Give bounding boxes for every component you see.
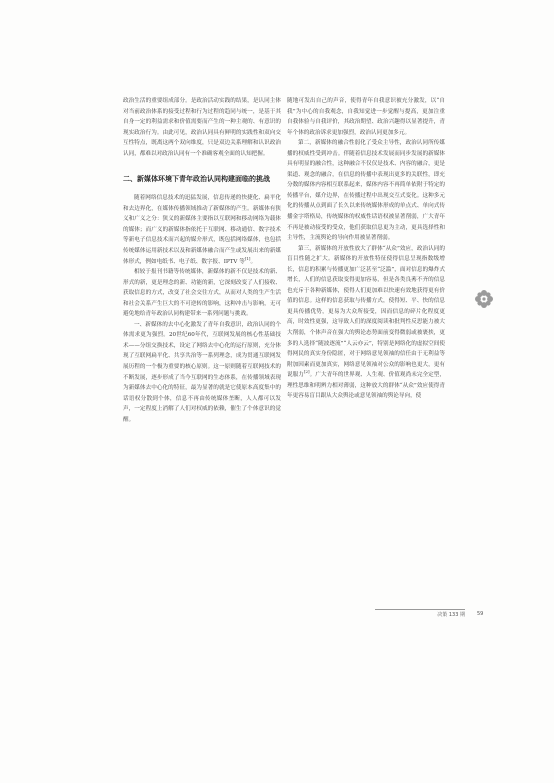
flower-ornament-icon <box>474 289 494 309</box>
paragraph-end: 。广大青年的世界观、人生观、价值观尚未完全定型，理性思维和明辨力相对薄弱，这种放大的群体“从众”效应使得青年更容易盲目跟从大众舆论或意见领袖的舆论导向，使 <box>287 372 445 400</box>
left-column <box>123 96 281 425</box>
right-column <box>287 96 445 402</box>
paragraph: 一、新媒体的去中心化激发了青年自我意识，政治认同的个体需求更为强烈。20世纪60年代，互联网发展的核心性基础技术——分组交换技术，设定了网络去中心化的运行原则，充分体现了互联网扁平化、共享共治等一系列理念，成为贯通互联网发展历程的一个极为重要的核心原则。这一原则随着互联网技术的不断发展，逐步形成了当今互联网的生态体系，在传播领域表现为新媒体去中心化的特征，最为显著的就是它使原本高度集中的话语权分散到个体，信息不再由传统媒体垄断，人人都可以发声，一定程度上消解了人们对权威的依赖，催生了个体意识的觉醒。 <box>123 321 281 423</box>
citation-marker: [2] <box>303 369 310 375</box>
paragraph: 第二，新媒体的融合性弱化了受众主导性，政治认同所传媒播的权威性受到冲击。伴随着信息技术发展而同步发展的新媒体具有明显的融合性，这种融合不仅仅是技术、内容的融合，更是渠道、观念的融合，在信息的传播中表现出更多的关联性，即充分数的媒体内容相互联系起来，媒体内容不再简单依附于特定的传播平台，媒介边界，在传播过程中出现交互式变化。这种多元化的传播从点到面了长久以来传统媒体形成的单点式、单向式传播金字塔格局，传统媒体的权威性话语权被显著削弱，广大青年不再是被动接受的受众，他们获取信息更为主动，更具选择性和主导性，主流舆论的导向作用被显著削弱。 <box>287 140 445 242</box>
paragraph <box>123 193 281 267</box>
paragraph: 相较于报刊书籍等传统媒体，新媒体的新不仅是技术的新、形式的新，更是理念的新、功能的新，它深刻改变了人们接收、获取信息的方式，改变了社会交往方式，从而对人类的生产生活和社会关系产生巨大的不可逆转的影响，这种冲击与影响，无可避免地给青年政治认同构建带来一系列问题与挑战。 <box>123 269 281 318</box>
paragraph: 政治生活的重要组成部分。是政治活动实践的结果，是认同主体对当前政治体系的接受过程和行为过程的趋同与统一，是基于其自身一定的利益需求和价值需要而产生的一种主观的、有意识的现实政治行为。由此可见，政治认同具有鲜明的实践性和双向交互性特点，既离这两个双向维度，只是双边关系理解和认识政治认同，都难以对政治认同有一个准确客观全面的认知把握。 <box>123 98 281 157</box>
paragraph-text: 随着网络信息技术的迅猛发展，信息传递的快捷化、扁平化和去边界化，在媒体传播领域推动了新媒体的产生。新媒体有狭义和广义之分：狭义的新媒体主要指以互联网和移动网络为载体的媒体；而广义的新媒体指依托于互联网、移动通信、数字技术等新电子信息技术而兴起的媒介形式，既包括网络媒体，也包括传统媒体运用新技术以及和新媒体融合而产生或发展出来的新媒体形式，例如电纸书、电子纸、数字报、IPTV 等 <box>123 195 281 265</box>
section-heading: 二、新媒体环境下青年政治认同构建面临的挑战 <box>123 175 270 184</box>
paragraph: 随地可发出自己的声音，使得青年自我意识被充分激发，以“自我”为中心的自我观念，自我知觉进一步觉醒与提高，更加注重自我体验与自我评价，其政治期望、政治兴趣得以显著提升，青年个体的政治诉求更加强烈，政治认同更加多元。 <box>287 98 445 136</box>
journal-footer: 决策 133 期 <box>375 609 465 618</box>
paragraph-text: 第三，新媒体的开放性放大了群体“从众”效应，政治认同的盲目性随之扩大。新媒体的开放性特征使得信息呈现指数级增长，信息的积累与传播更加广泛甚至“泛滥”，面对信息的爆炸式增长，人们的信息获取变得更加容易，但是各类良莠不齐的信息也充斥于各种新媒体，使得人们更加难以快速有效地获得更有价值的信息。这样的信息获取与传播方式，使得短、平、快的信息更具传播优势，更易为大众所接受，因而信息的碎片化程度更高，时效性更强，这导致人们的深度阅读和批判性反思能力被大大削弱，个体声音在强大的舆论态势面前变得微弱或被裹挟，更多的人选择“随波逐流”“人云亦云”，特别是网络化的虚拟空间使得网民的真实身份隐匿，对于网络意见领袖的信任由于无利益等附加因素而更加真实，网络意见领袖对公众的影响也更大，更有说服力 <box>287 245 445 379</box>
paragraph <box>287 244 445 402</box>
paragraph-end: 。 <box>250 258 257 265</box>
citation-marker: [1] <box>244 255 251 261</box>
page-number: 59 <box>477 611 484 617</box>
